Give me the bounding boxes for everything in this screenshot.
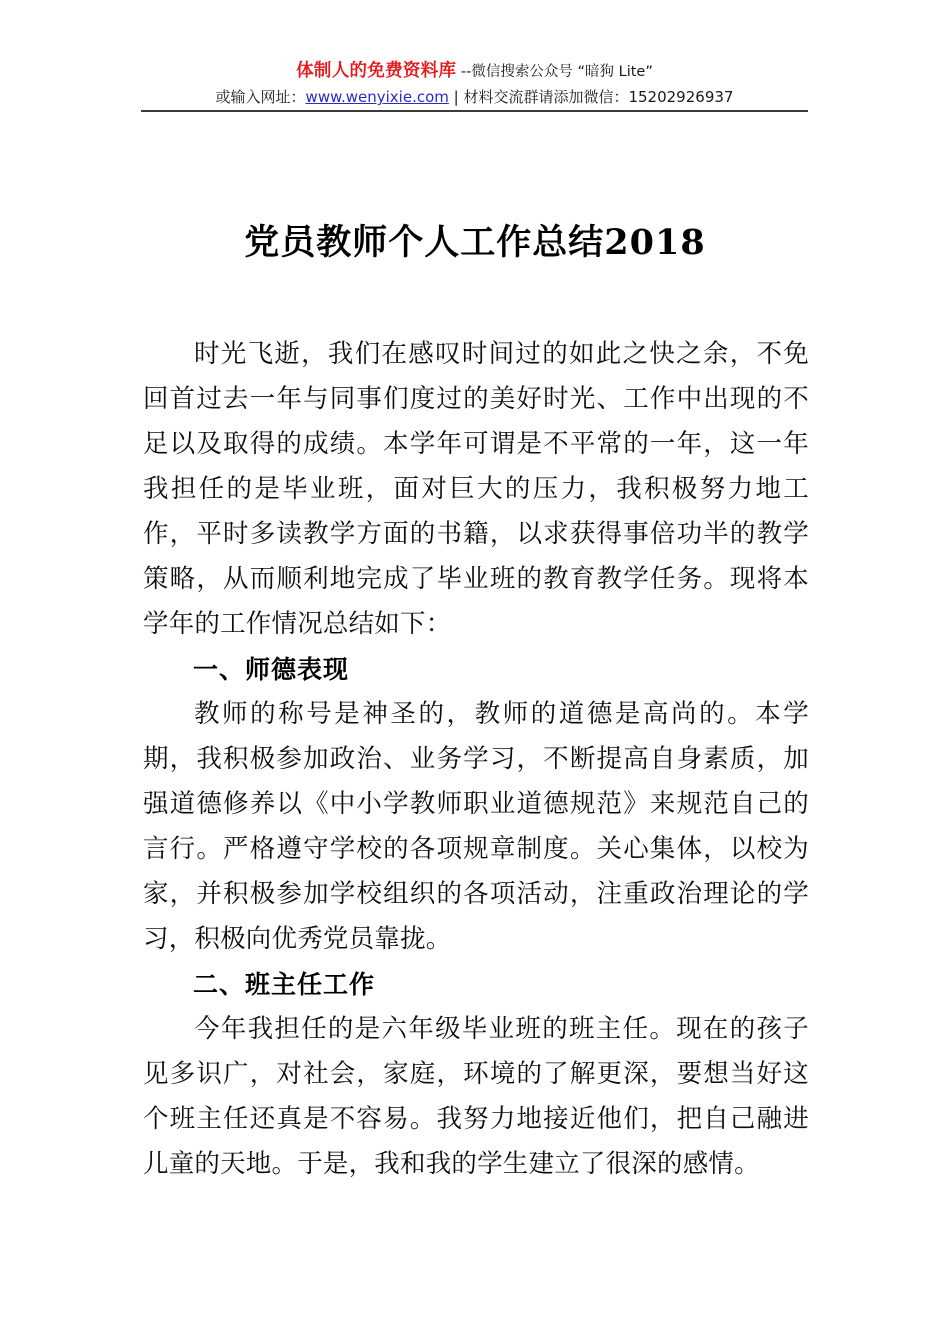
body-paragraph-1: 时光飞逝，我们在感叹时间过的如此之快之余，不免回首过去一年与同事们度过的美好时光、工作中出现的不足以及取得的成绩。本学年可谓是不平常的一年，这一年我担任的是毕业班，面对巨大的压力，我积极努力地工作，平时多读教学方面的书籍，以求获得事倍功半的教学策略，从而顺利地完成了毕业班的教育教学任务。现将本学年的工作情况总结如下： [143,339,809,639]
promo-header [141,58,808,109]
document-body [143,332,809,1187]
promo-header-line-1 [141,58,808,85]
promo-header-line-2 [141,86,808,109]
body-paragraph-2: 教师的称号是神圣的，教师的道德是高尚的。本学期，我积极参加政治、业务学习，不断提高自身素质，加强道德修养以《中小学教师职业道德规范》来规范自己的言行。严格遵守学校的各项规章制度。关心集体，以校为家，并积极参加学校组织的各项活动，注重政治理论的学习，积极向优秀党员靠拢。 [143,699,809,954]
section-heading-2: 二、班主任工作 [193,970,376,999]
document-title: 党员教师个人工作总结2018 [244,222,706,264]
promo-url-prefix-label: 或输入网址： [215,88,306,107]
promo-header-divider [141,110,808,112]
promo-website-link[interactable]: www.wenyixie.com [305,88,449,107]
promo-wechat-account-text: --微信搜索公众号 “暗狗 Lite” [456,64,653,80]
body-paragraph-3: 今年我担任的是六年级毕业班的班主任。现在的孩子见多识广，对社会，家庭，环境的了解更深，要想当好这个班主任还真是不容易。我努力地接近他们，把自己融进儿童的天地。于是，我和我的学生建立了很深的感情。 [143,1014,809,1179]
promo-brand-label: 体制人的免费资料库 [296,61,457,81]
promo-wechat-contact-text: | 材料交流群请添加微信：15202926937 [448,88,734,107]
section-heading-1: 一、师德表现 [193,655,350,684]
